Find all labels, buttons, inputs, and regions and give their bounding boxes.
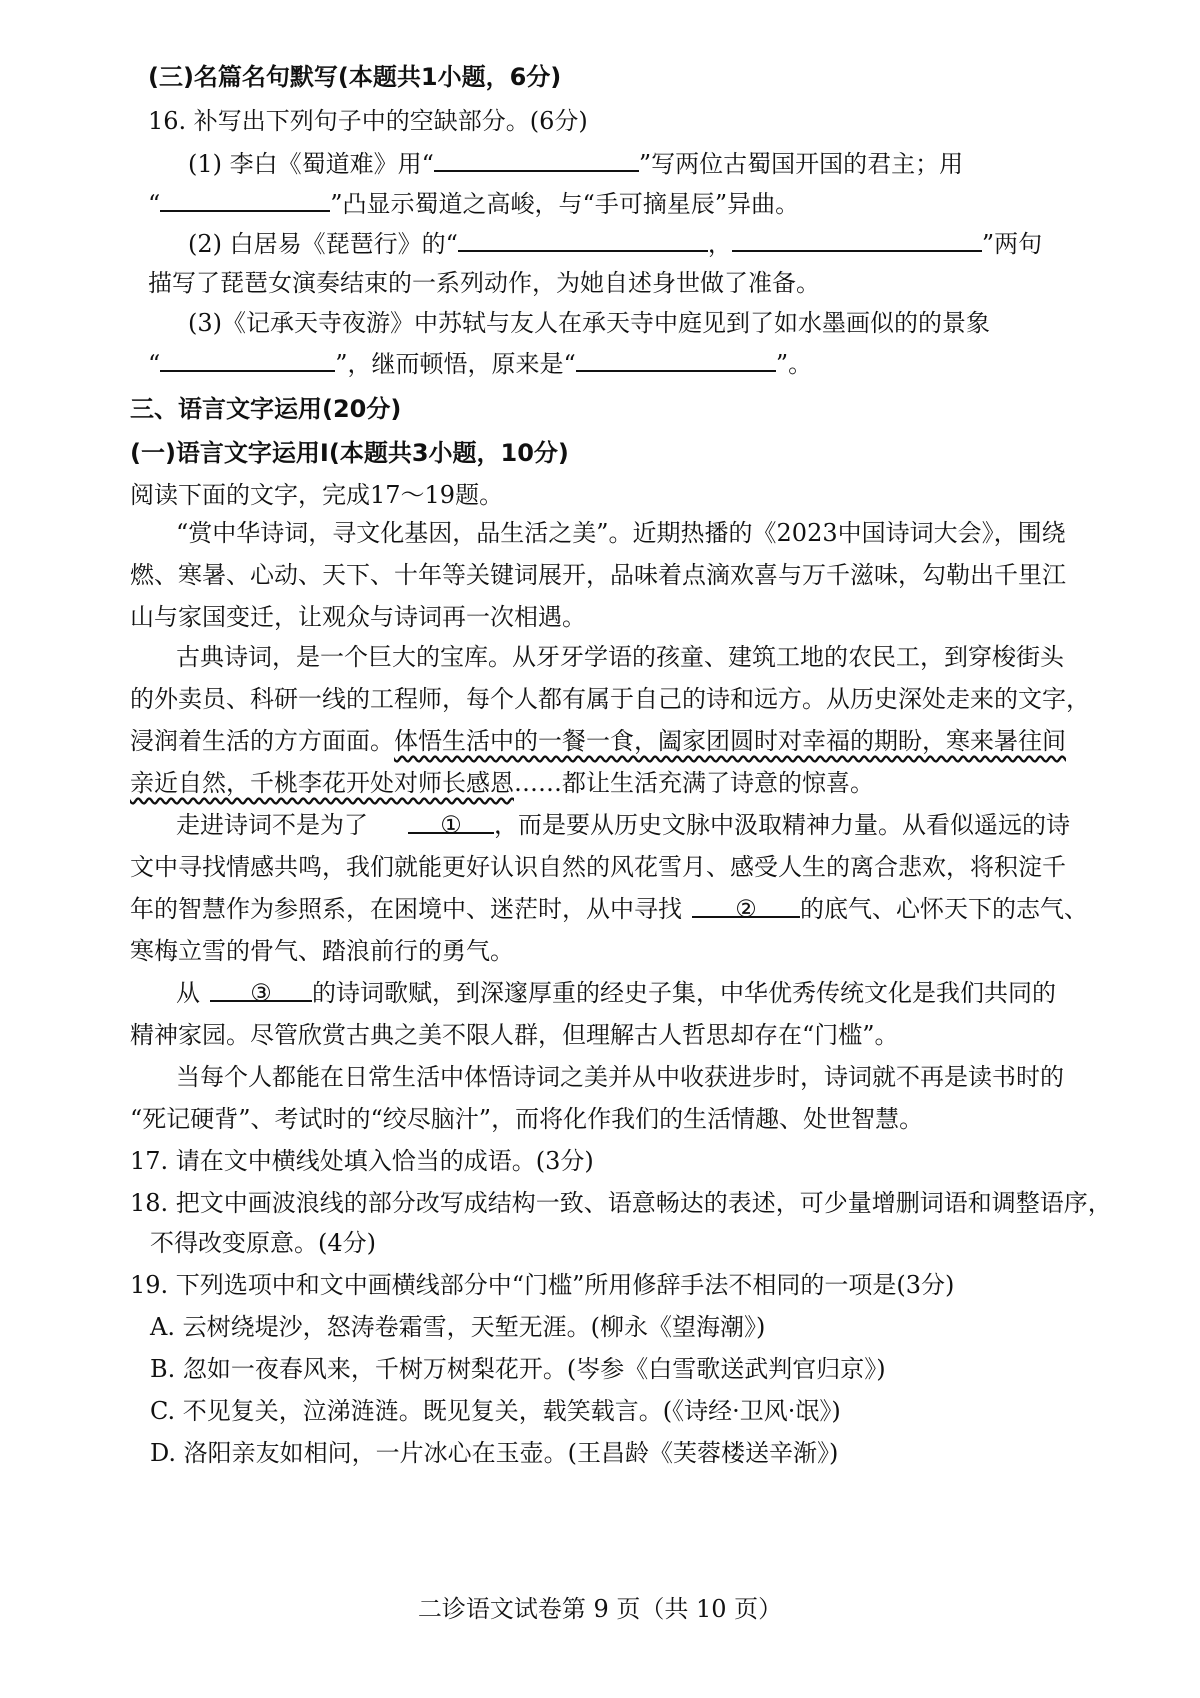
text: (2) 白居易《琵琶行》的“ [188,230,458,258]
passage-para3-line1 [176,808,1070,842]
section-heading-mingju: (三)名篇名句默写(本题共1小题，6分) [148,63,562,91]
text: ， [707,230,732,258]
answer-blank[interactable] [732,226,982,252]
question-18-line2: 不得改变原意。(4分) [150,1229,376,1257]
text: ……都让生活充满了诗意的惊喜。 [514,769,874,797]
text: 年的智慧作为参照系，在困境中、迷茫时，从中寻找 [130,895,682,923]
question-19: 19. 下列选项中和文中画横线部分中“门槛”所用修辞手法不相同的一项是(3分) [130,1271,955,1299]
text: “ [148,190,161,218]
option-b[interactable]: B. 忽如一夜春风来，千树万树梨花开。(岑参《白雪歌送武判官归京》) [150,1355,886,1383]
text: 的底气、心怀天下的志气、 [800,895,1088,923]
text: ，而是要从历史文脉中汲取精神力量。从看似遥远的诗 [494,811,1070,839]
blank-3[interactable]: ③ [210,976,312,1002]
text: ”。 [775,350,813,378]
section-heading-3: 三、语言文字运用(20分) [130,395,402,423]
passage-para4-line1 [176,976,1056,1010]
answer-blank[interactable] [160,346,335,372]
passage-para1-line2: 燃、寒暑、心动、天下、十年等关键词展开，品味着点滴欢喜与万千滋味，勾勒出千里江 [130,561,1066,589]
question-16: 16. 补写出下列句子中的空缺部分。(6分) [148,107,588,135]
text: 浸润着生活的方方面面。 [130,727,394,755]
passage-para2-line1: 古典诗词，是一个巨大的宝库。从牙牙学语的孩童、建筑工地的农民工，到穿梭街头 [176,643,1064,671]
subsection-heading-1: (一)语言文字运用Ⅰ(本题共3小题，10分) [130,439,569,467]
passage-para5-line2: “死记硬背”、考试时的“绞尽脑汁”，而将化作我们的生活情趣、处世智慧。 [130,1105,924,1133]
passage-para2-line3 [130,724,1066,758]
passage-para1-line1: “赏中华诗词，寻文化基因，品生活之美”。近期热播的《2023中国诗词大会》，围绕 [176,519,1066,547]
q16-item-3-line1: (3)《记承天寺夜游》中苏轼与友人在承天寺中庭见到了如水墨画似的的景象 [188,309,990,337]
q16-item-3-line2 [148,346,812,381]
text: 走进诗词不是为了 [176,811,368,839]
question-17: 17. 请在文中横线处填入恰当的成语。(3分) [130,1147,594,1175]
text: ”两句 [981,230,1043,258]
blank-2[interactable]: ② [692,892,800,918]
passage-para2-line2: 的外卖员、科研一线的工程师，每个人都有属于自己的诗和远方。从历史深处走来的文字， [130,685,1090,713]
answer-blank[interactable] [576,346,776,372]
wavy-underlined-text: 体悟生活中的一餐一食，阖家团圆时对幸福的期盼，寒来暑往间 [394,727,1066,755]
answer-blank[interactable] [458,226,708,252]
q16-item-2-line1 [188,226,1042,261]
blank-1[interactable]: ① [408,808,494,834]
passage-para4-line2: 精神家园。尽管欣赏古典之美不限人群，但理解古人哲思却存在“门槛”。 [130,1021,899,1049]
text: 的诗词歌赋，到深邃厚重的经史子集，中华优秀传统文化是我们共同的 [312,979,1056,1007]
passage-para2-line4 [130,766,874,800]
text: (1) 李白《蜀道难》用“ [188,150,434,178]
answer-blank[interactable] [434,146,639,172]
reading-instruction: 阅读下面的文字，完成17～19题。 [130,481,504,509]
wavy-underlined-text: 亲近自然，千桃李花开处对师长感恩 [130,769,514,797]
text: “ [148,350,161,378]
option-c[interactable]: C. 不见复关，泣涕涟涟。既见复关，载笑载言。(《诗经·卫风·氓》) [150,1397,841,1425]
text: ”凸显示蜀道之高峻，与“手可摘星辰”异曲。 [330,190,800,218]
page-footer: 二诊语文试卷第 9 页（共 10 页） [417,1595,783,1623]
passage-para3-line2: 文中寻找情感共鸣，我们就能更好认识自然的风花雪月、感受人生的离合悲欢，将积淀千 [130,853,1066,881]
q16-item-1-line1 [188,146,963,181]
answer-blank[interactable] [160,186,330,212]
text: ”写两位古蜀国开国的君主；用 [638,150,964,178]
q16-item-1-line2 [148,186,799,221]
text: 从 [176,979,200,1007]
q16-item-2-line2: 描写了琵琶女演奏结束的一系列动作，为她自述身世做了准备。 [148,269,820,297]
passage-para3-line3 [130,892,1088,926]
text: ”，继而顿悟，原来是“ [335,350,576,378]
option-a[interactable]: A. 云树绕堤沙，怒涛卷霜雪，天堑无涯。(柳永《望海潮》) [150,1313,766,1341]
passage-para5-line1: 当每个人都能在日常生活中体悟诗词之美并从中收获进步时，诗词就不再是读书时的 [176,1063,1064,1091]
passage-para3-line4: 寒梅立雪的骨气、踏浪前行的勇气。 [130,937,514,965]
question-18-line1: 18. 把文中画波浪线的部分改写成结构一致、语意畅达的表述，可少量增删词语和调整语序， [130,1189,1112,1217]
passage-para1-line3: 山与家国变迁，让观众与诗词再一次相遇。 [130,603,586,631]
option-d[interactable]: D. 洛阳亲友如相问，一片冰心在玉壶。(王昌龄《芙蓉楼送辛渐》) [150,1439,839,1467]
